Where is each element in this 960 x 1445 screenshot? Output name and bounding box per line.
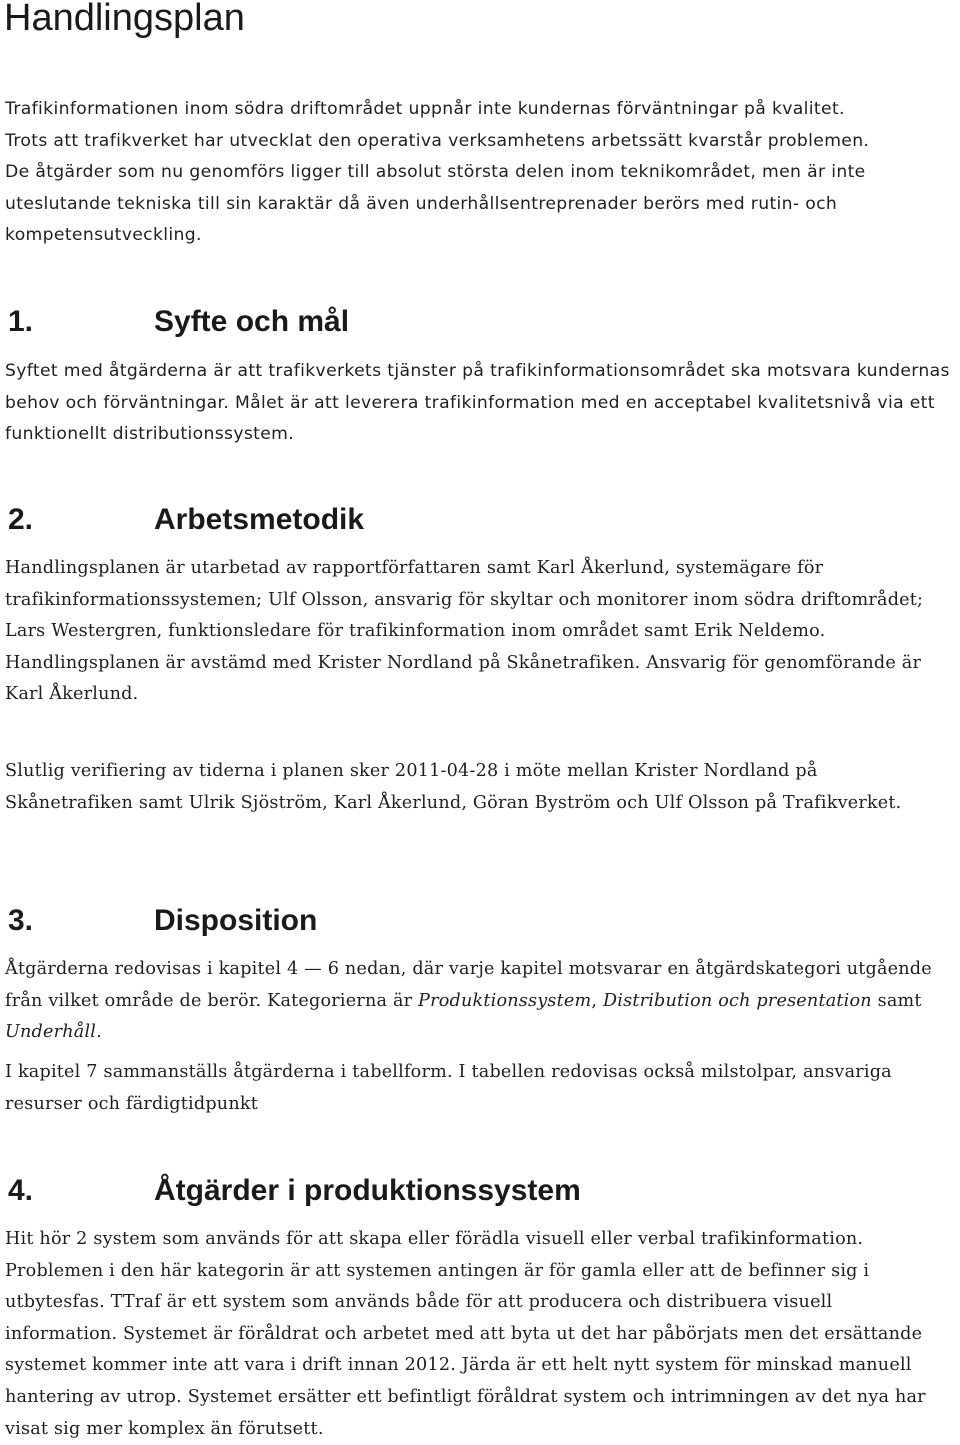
section-title: Disposition xyxy=(154,904,318,937)
section-1-paragraph: Syftet med åtgärderna är att trafikverkets tjänster på trafikinformationsområdet ska motsvara kundernas behov och förväntningar. Målet är att leverera trafikinformation med en acceptabel kvalitetsnivå via ett funktionellt distributionssystem. xyxy=(5,361,950,445)
section-2-paragraph-1: Handlingsplanen är utarbetad av rapportförfattaren samt Karl Åkerlund, systemägare för trafikinformationssystemen; Ulf Olsson, ansvarig för skyltar och monitorer inom södra driftområdet; Lars Westergren, funktionsledare för trafikinformation inom området samt Erik Neldemo. Handlingsplanen är avstämd med Krister Nordland på Skånetrafiken. Ansvarig för genomförande är Karl Åkerlund. xyxy=(5,558,924,705)
section-2-paragraph-2: Slutlig verifiering av tiderna i planen sker 2011-04-28 i möte mellan Krister Nordland på Skånetrafiken samt Ulrik Sjöström, Karl Åkerlund, Göran Byström och Ulf Olsson på Trafikverket. xyxy=(5,761,902,813)
category-produktionssystem: Produktionssystem xyxy=(418,990,592,1011)
section-number: 1. xyxy=(8,305,34,338)
text-run: samt xyxy=(871,990,922,1011)
page-title: Handlingsplan xyxy=(4,0,245,39)
section-number: 3. xyxy=(8,904,34,937)
intro-line-3: De åtgärder som nu genomförs ligger till absolut största delen inom teknikområdet, men är inte uteslutande tekniska till sin karaktär då även underhållsentreprenader berörs med rutin- och kompetensutveckling. xyxy=(5,162,866,246)
section-4-paragraph: Hit hör 2 system som används för att skapa eller förädla visuell eller verbal trafikinformation. Problemen i den här kategorin är att systemen antingen är för gamla eller att de befinner sig i utbytesfas. TTraf är ett system som används både för att producera och distribuera visuell information. Systemet är föråldrat och arbetet med att byta ut det har påbörjats men det ersättande systemet kommer inte att vara i drift innan 2012. Järda är ett helt nytt system för minskad manuell hantering av utrop. Systemet ersätter ett befintligt föråldrat system och intrimningen av det nya har visat sig mer komplex än förutsett. xyxy=(5,1229,926,1439)
section-3-paragraph-2: I kapitel 7 sammanställs åtgärderna i tabellform. I tabellen redovisas också milstolpar, ansvariga resurser och färdigtidpunkt xyxy=(5,1062,892,1114)
text-run: , xyxy=(591,990,603,1011)
intro-line-2: Trots att trafikverket har utvecklat den operativa verksamhetens arbetssätt kvarstår problemen. xyxy=(5,130,870,151)
intro-paragraph xyxy=(5,94,950,252)
category-distribution: Distribution och presentation xyxy=(602,990,872,1011)
section-number: 2. xyxy=(8,503,34,536)
section-title: Syfte och mål xyxy=(154,305,350,338)
section-number: 4. xyxy=(8,1174,34,1207)
section-title: Åtgärder i produktionssystem xyxy=(154,1174,581,1207)
intro-line-1: Trafikinformationen inom södra driftområdet uppnår inte kundernas förväntningar på kvalitet. xyxy=(5,99,845,119)
section-title: Arbetsmetodik xyxy=(154,503,365,536)
category-underhall: Underhåll. xyxy=(5,1022,102,1043)
section-3-paragraph-1 xyxy=(5,954,950,1049)
text-run: Åtgärderna redovisas i kapitel 4 — 6 nedan, där varje kapitel motsvarar en åtgärdskategori utgående från vilket område de berör. Kategorierna är xyxy=(5,959,932,1011)
